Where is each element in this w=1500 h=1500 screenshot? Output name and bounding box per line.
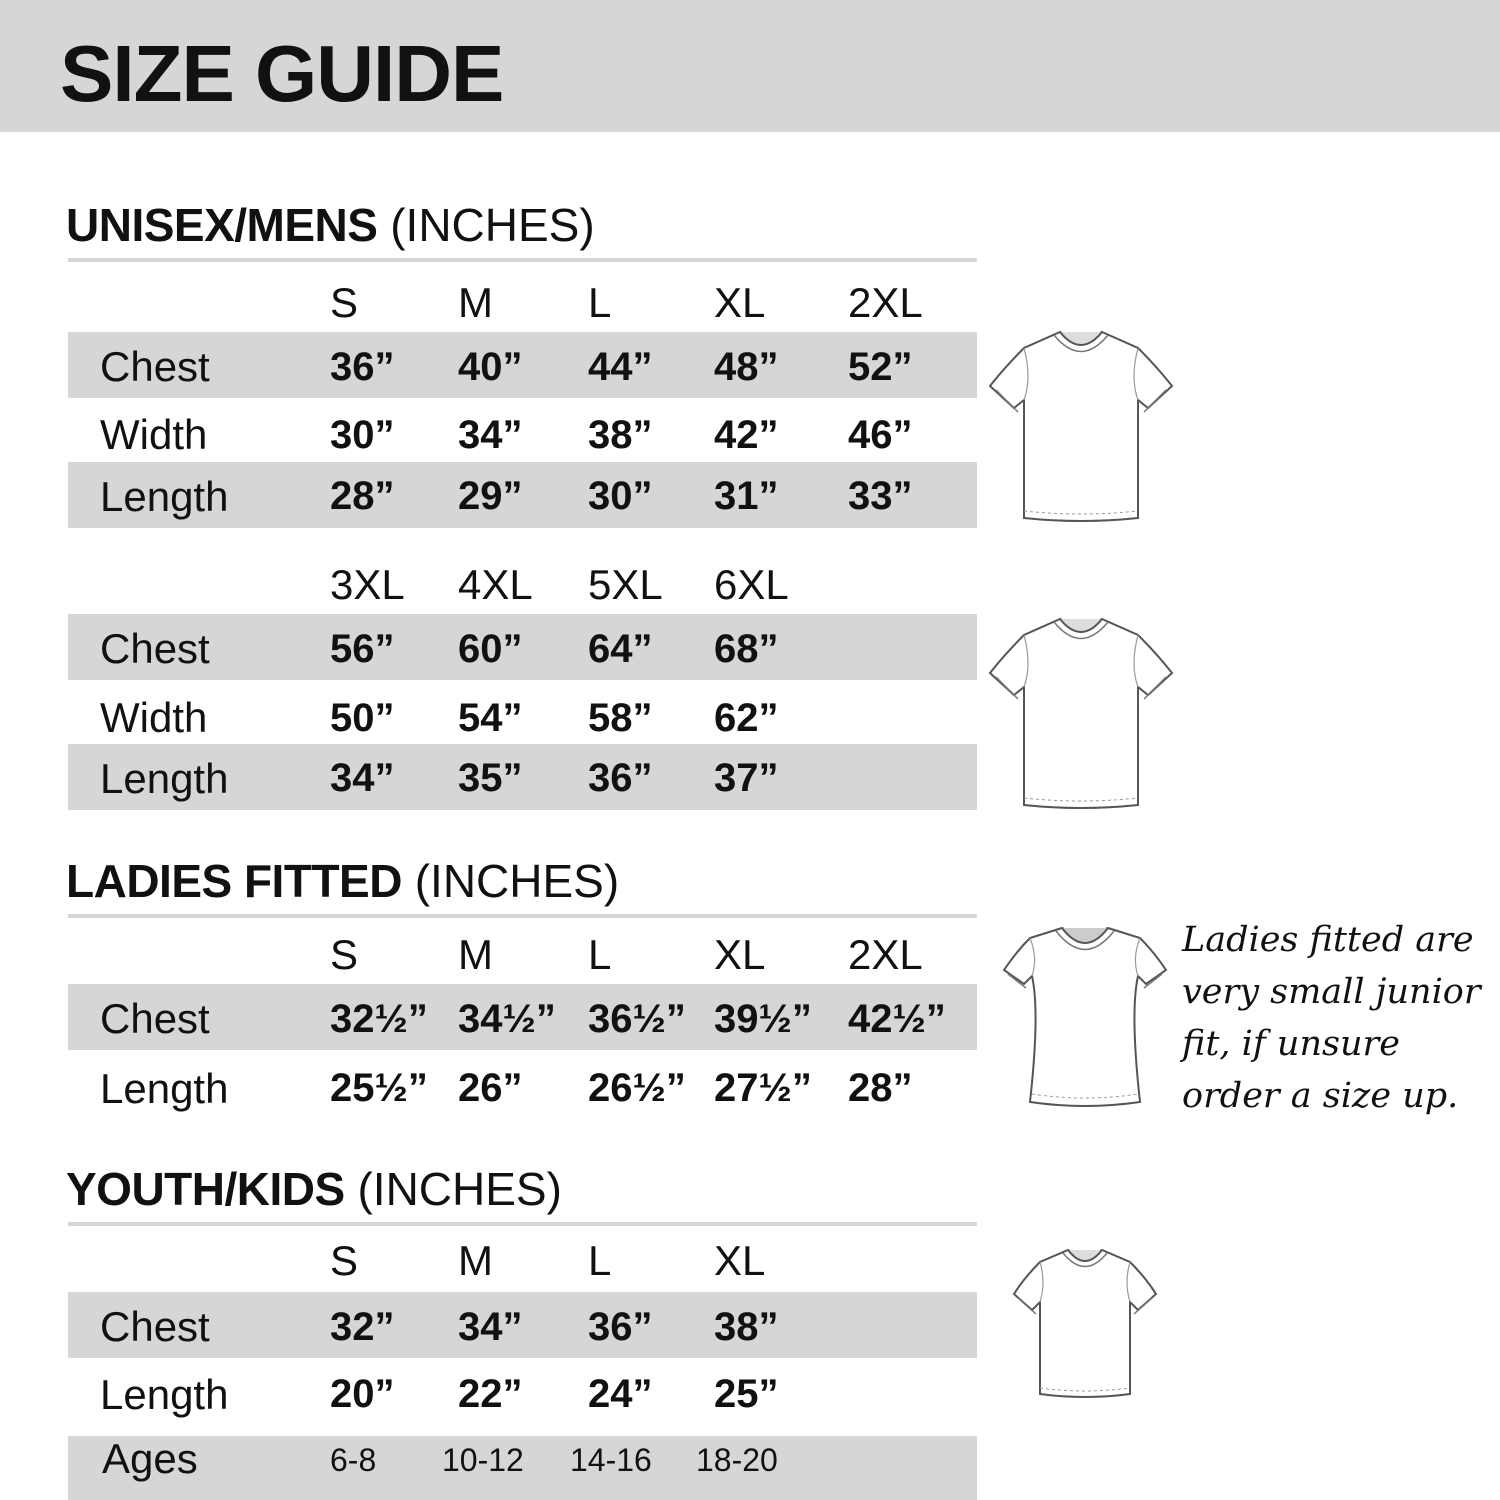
row-label: Chest [100,625,210,672]
measurement-value: 40” [458,345,523,389]
measurement-value: 38” [588,413,653,457]
measurement-value: 58” [588,696,653,740]
measurement-value: 26½” [588,1066,686,1110]
size-header: 5XL [588,561,663,608]
row-label: Length [100,473,229,520]
measurement-value: 34½” [458,997,556,1041]
measurement-value: 25” [714,1372,779,1416]
row-label: Length [100,755,229,802]
row-label: Chest [100,1303,210,1350]
measurement-value: 52” [848,345,913,389]
measurement-value: 36” [330,345,395,389]
row-label: Chest [100,343,210,390]
kids-tshirt-icon [1012,1246,1158,1400]
measurement-value: 28” [330,474,395,518]
measurement-value: 24” [588,1372,653,1416]
measurement-value: 56” [330,627,395,671]
measurement-value: 46” [848,413,913,457]
measurement-value: 31” [714,474,779,518]
row-label: Width [100,411,208,458]
size-header: L [588,279,612,326]
measurement-value: 36½” [588,997,686,1041]
section-unit: (INCHES) [357,1163,562,1215]
age-range: 6-8 [330,1442,377,1478]
measurement-value: 30” [330,413,395,457]
size-header: L [588,1237,612,1284]
measurement-value: 34” [330,756,395,800]
section-title-youth [66,1163,562,1215]
measurement-value: 34” [458,413,523,457]
ladies-tshirt-icon [1002,922,1168,1110]
row-label: Length [100,1371,229,1418]
measurement-value: 38” [714,1305,779,1349]
measurement-value: 48” [714,345,779,389]
measurement-value: 62” [714,696,779,740]
row-label: Chest [100,995,210,1042]
size-header: 3XL [330,561,405,608]
size-header: S [330,931,359,978]
measurement-value: 36” [588,756,653,800]
section-name: UNISEX/MENS [66,199,378,251]
measurement-value: 60” [458,627,523,671]
size-header: S [330,279,359,326]
section-name: LADIES FITTED [66,855,402,907]
measurement-value: 27½” [714,1066,812,1110]
measurement-value: 42½” [848,997,946,1041]
measurement-value: 44” [588,345,653,389]
age-range: 14-16 [570,1442,652,1478]
section-unit: (INCHES) [390,199,595,251]
measurement-value: 30” [588,474,653,518]
section-name: YOUTH/KIDS [66,1163,345,1215]
section-divider [68,258,977,262]
size-header: 6XL [714,561,789,608]
measurement-value: 22” [458,1372,523,1416]
measurement-value: 50” [330,696,395,740]
size-header: M [458,1237,493,1284]
measurement-value: 26” [458,1066,523,1110]
page-title: SIZE GUIDE [60,29,504,118]
size-header: L [588,931,612,978]
size-header: XL [714,931,766,978]
measurement-value: 20” [330,1372,395,1416]
measurement-value: 68” [714,627,779,671]
tshirt-icon [988,615,1174,813]
measurement-value: 35” [458,756,523,800]
section-divider [68,1222,977,1226]
size-header: M [458,931,493,978]
size-header: S [330,1237,359,1284]
measurement-value: 29” [458,474,523,518]
row-label: Width [100,694,208,741]
age-range: 10-12 [442,1442,524,1478]
size-header: 2XL [848,931,923,978]
measurement-value: 42” [714,413,779,457]
section-divider [68,914,977,918]
size-header: XL [714,279,766,326]
tshirt-icon [988,328,1174,526]
measurement-value: 33” [848,474,913,518]
size-header: M [458,279,493,326]
measurement-value: 37” [714,756,779,800]
size-header: 4XL [458,561,533,608]
size-header: 2XL [848,279,923,326]
section-title-ladies [66,855,620,907]
section-unit: (INCHES) [414,855,620,907]
ladies-fit-note: Ladies fitted are very small junior fit, if unsure order a size up. [1182,920,1481,1116]
measurement-value: 25½” [330,1066,428,1110]
measurement-value: 34” [458,1305,523,1349]
measurement-value: 32½” [330,997,428,1041]
age-range: 18-20 [696,1442,778,1478]
measurement-value: 36” [588,1305,653,1349]
size-header: XL [714,1237,766,1284]
section-title-unisex [66,199,595,251]
measurement-value: 28” [848,1066,913,1110]
measurement-value: 32” [330,1305,395,1349]
row-label: Length [100,1065,229,1112]
measurement-value: 39½” [714,997,812,1041]
row-label: Ages [102,1435,198,1482]
measurement-value: 64” [588,627,653,671]
measurement-value: 54” [458,696,523,740]
